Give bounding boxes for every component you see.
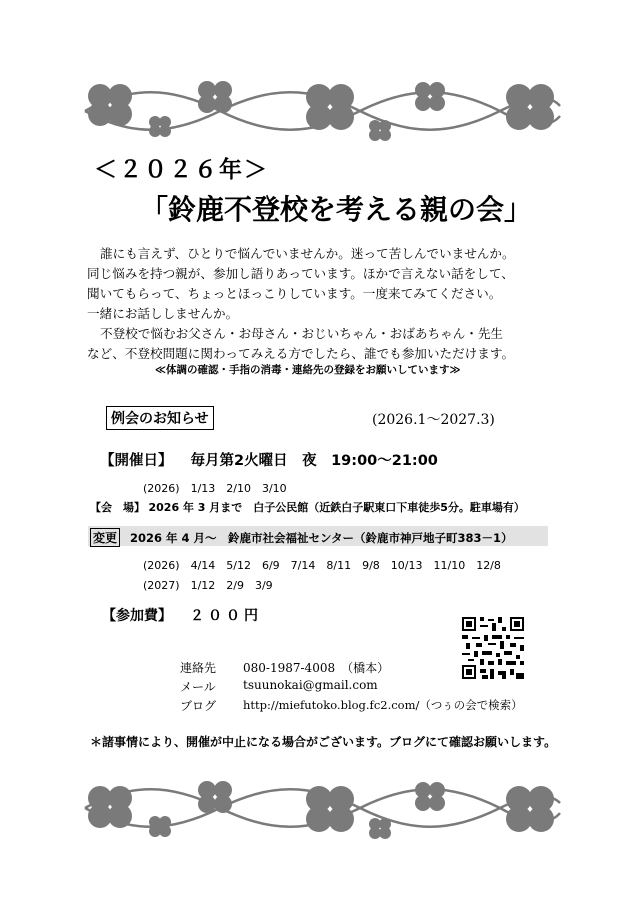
meeting-date-row	[100, 449, 438, 470]
dates-before-change: (2026) 1/13 2/10 3/10	[143, 482, 287, 495]
intro-line: 誰にも言えず、ひとりで悩んでいませんか。迷って苦しんでいませんか。	[100, 246, 515, 261]
year-tag: ＜２０２６年＞	[94, 157, 269, 183]
page-title: 「鈴鹿不登校を考える親の会」	[140, 193, 533, 226]
date-label: 【開催日】	[100, 453, 173, 469]
intro-line: 同じ悩みを持つ親が、参加し語りあっています。ほかで言えない話をして、	[87, 266, 514, 281]
meeting-heading: 例会のお知らせ	[106, 406, 214, 430]
meeting-period: (2026.1～2027.3)	[372, 412, 495, 428]
notice-text: ≪体調の確認・手指の消毒・連絡先の登録をお願いしています≫	[155, 364, 461, 376]
venue-row	[90, 499, 525, 515]
fee-value: ２００円	[190, 608, 262, 624]
change-label: 変更	[90, 528, 120, 547]
fee-row	[102, 605, 262, 625]
dates-2027: (2027) 1/12 2/9 3/9	[143, 579, 273, 592]
contact-phone: 080-1987-4008 （橋本）	[243, 661, 390, 675]
intro-line: 不登校で悩むお父さん・お母さん・おじいちゃん・おばあちゃん・先生	[100, 326, 503, 341]
contact-phone-label: 連絡先	[180, 661, 217, 675]
venue-label: 【会 場】	[90, 501, 145, 514]
qr-code-icon	[462, 617, 524, 679]
intro-line: 一緒にお話ししませんか。	[87, 306, 239, 321]
intro-line: など、不登校問題に関わってみえる方でしたら、誰でも参加いただけます。	[87, 346, 515, 361]
footer-note: ＊諸事情により、開催が中止になる場合がございます。ブログにて確認お願いします。	[90, 735, 557, 749]
contact-mail[interactable]: tsuunokai@gmail.com	[243, 678, 378, 692]
contact-blog[interactable]: http://miefutoko.blog.fc2.com/（つぅの会で検索）	[243, 698, 523, 712]
date-value: 毎月第2火曜日 夜 19:00～21:00	[190, 453, 438, 469]
clover-vine-ornament-top	[0, 66, 640, 146]
venue-text: 2026 年 3 月まで 白子公民館（近鉄白子駅東口下車徒歩5分。駐車場有）	[148, 501, 525, 514]
change-text: 2026 年 4 月～ 鈴鹿市社会福祉センター（鈴鹿市神戸地子町383－1）	[130, 531, 513, 545]
contact-mail-label: メール	[180, 680, 216, 694]
clover-vine-ornament-bottom	[0, 768, 640, 848]
fee-label: 【参加費】	[102, 608, 172, 624]
contact-blog-label: ブログ	[180, 699, 217, 713]
dates-2026: (2026) 4/14 5/12 6/9 7/14 8/11 9/8 10/13 11/10 12/8	[143, 559, 501, 572]
intro-line: 聞いてもらって、ちょっとほっこりしています。一度来てみてください。	[87, 286, 502, 301]
